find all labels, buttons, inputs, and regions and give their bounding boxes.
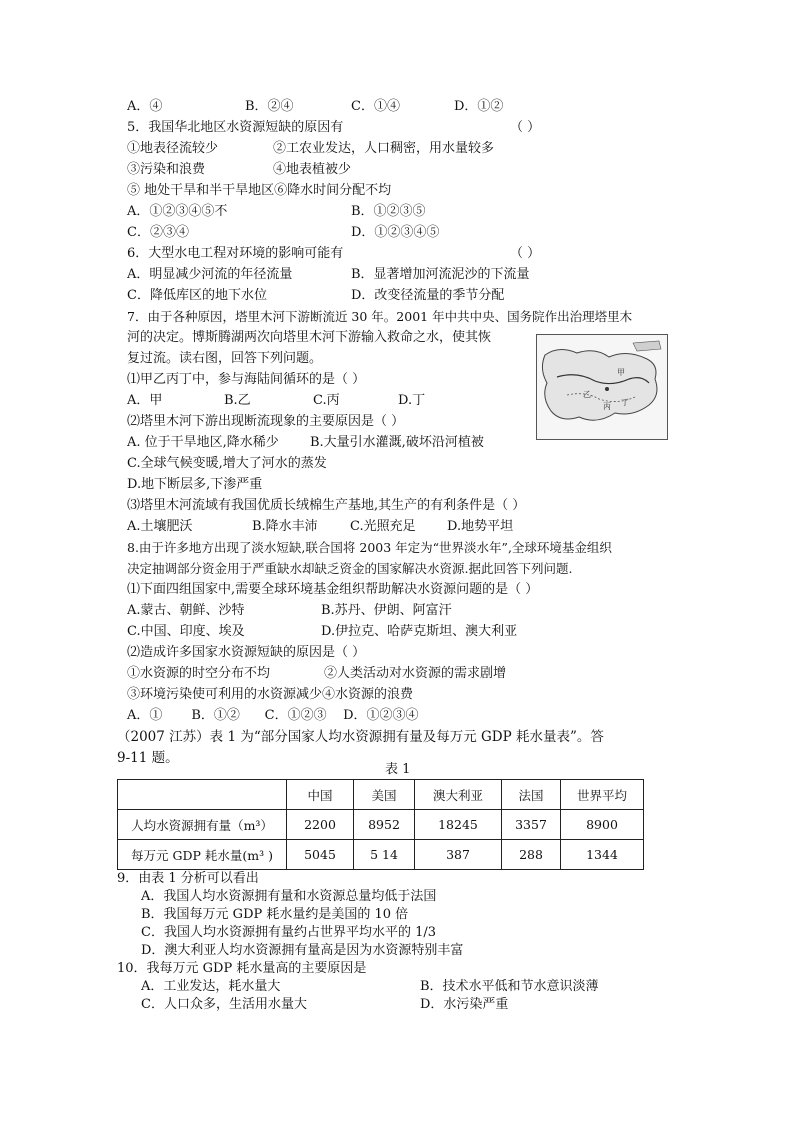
q6-option-d: D．改变径流量的季节分配 xyxy=(351,288,505,303)
q6-option-b: B．显著增加河流泥沙的下流量 xyxy=(351,267,530,282)
q7-sub-2-stem: ⑵塔里木河下游出现断流现象的主要原因是（ ） xyxy=(127,414,405,429)
q9-option-b: B．我国每万元 GDP 耗水量约是美国的 10 倍 xyxy=(141,907,409,922)
q5-option-d: D．①②③④⑤ xyxy=(351,225,440,240)
table-cell: 2200 xyxy=(287,810,354,840)
tarim-river-map-figure xyxy=(536,334,668,440)
q5-stem: 5．我国华北地区水资源短缺的原因有 xyxy=(127,120,344,135)
svg-text:丙: 丙 xyxy=(603,402,611,411)
q5-item-4: ④地表植被少 xyxy=(273,162,352,177)
table-cell: 387 xyxy=(415,840,502,870)
q5-answer-paren: （ ） xyxy=(510,120,541,135)
q8-sub-2-options: A．① B．①② C．①②③ D．①②③④ xyxy=(127,708,419,723)
svg-text:丁: 丁 xyxy=(621,398,629,407)
q5-item-2: ②工农业发达，人口稠密，用水量较多 xyxy=(273,141,495,156)
q10-option-a: A．工业发达，耗水量大 xyxy=(141,979,281,994)
q10-stem: 10．我每万元 GDP 耗水量高的主要原因是 xyxy=(117,961,367,976)
q5-option-a: A．①②③④⑤不 xyxy=(127,204,228,219)
q7-sub-2-option-c: C.全球气候变暖,增大了河水的蒸发 xyxy=(127,456,327,471)
q8-sub-1-option-c: C.中国、印度、埃及 xyxy=(127,624,245,639)
q8-sub-2-item-3-4: ③环境污染使可利用的水资源减少④水资源的浪费 xyxy=(127,687,414,702)
q10-option-c: C．人口众多，生活用水量大 xyxy=(141,997,307,1012)
table-cell: 5045 xyxy=(287,840,354,870)
table-header-cell xyxy=(118,780,287,810)
table-row xyxy=(118,810,644,840)
q6-option-c: C．降低库区的地下水位 xyxy=(127,288,267,303)
water-resources-table xyxy=(117,779,644,870)
q5-option-c: C．②③④ xyxy=(127,225,189,240)
q7-sub-3-stem: ⑶塔里木河流域有我国优质长绒棉生产基地,其生产的有利条件是（ ） xyxy=(127,498,526,513)
table-row xyxy=(118,840,644,870)
table-cell: 5 14 xyxy=(354,840,415,870)
table-header-cell: 法国 xyxy=(502,780,561,810)
q8-sub-2-item-2: ②人类活动对水资源的需求剧增 xyxy=(324,666,507,681)
table-header-cell: 世界平均 xyxy=(561,780,644,810)
q7-sub-1-option-c: C.丙 xyxy=(313,393,340,408)
q6-answer-paren: （ ） xyxy=(510,246,541,261)
table-header-cell: 中国 xyxy=(287,780,354,810)
q9-option-c: C．我国人均水资源拥有量约占世界平均水平的 1/3 xyxy=(141,925,437,940)
q8-sub-2-stem: ⑵造成许多国家水资源短缺的原因是（ ） xyxy=(127,645,366,660)
q5-item-1: ①地表径流较少 xyxy=(127,141,219,156)
q7-sub-2-option-b: B.大量引水灌溉,破坏沿河植被 xyxy=(310,435,484,450)
q7-sub-3-option-b: B.降水丰沛 xyxy=(252,519,318,534)
tarim-river-map-image xyxy=(537,335,667,439)
q7-sub-1-option-a: A．甲 xyxy=(127,393,163,408)
table-cell: 1344 xyxy=(561,840,644,870)
table-intro-line-1: （2007 江苏）表 1 为“部分国家人均水资源拥有量及每万元 GDP 耗水量表”。答 xyxy=(117,729,604,745)
q7-intro-line-2: 河的决定。博斯腾湖两次向塔里木河下游输入救命之水，使其恢 xyxy=(127,330,492,345)
q8-sub-1-stem: ⑴下面四组国家中,需要全球环境基金组织帮助解决水资源问题的是（ ） xyxy=(127,582,539,597)
q7-sub-3-option-a: A.土壤肥沃 xyxy=(127,519,193,534)
table-cell: 每万元 GDP 耗水量(m³ ) xyxy=(118,840,287,870)
q9-option-d: D．澳大利亚人均水资源拥有量高是因为水资源特别丰富 xyxy=(141,943,464,958)
q7-sub-3-option-c: C.光照充足 xyxy=(350,519,416,534)
q7-intro-line-3: 复过流。读右图，回答下列问题。 xyxy=(127,351,323,366)
q8-sub-2-item-1: ①水资源的时空分布不均 xyxy=(127,666,271,681)
q7-sub-1-option-b: B.乙 xyxy=(224,393,251,408)
q8-intro-line-1: 8.由于许多地方出现了淡水短缺,联合国将 2003 年定为“世界淡水年”,全球环境基金组织 xyxy=(127,540,612,555)
table-intro-line-2: 9-11 题。 xyxy=(117,750,179,766)
q10-option-d: D．水污染严重 xyxy=(420,997,509,1012)
q7-sub-3-option-d: D.地势平坦 xyxy=(447,519,514,534)
q7-intro-line-1: 7．由于各种原因，塔里木河下游断流近 30 年。2001 年中共中央、国务院作出治理塔里木 xyxy=(127,309,633,324)
table-cell: 人均水资源拥有量（m³） xyxy=(118,810,287,840)
q7-sub-1-option-d: D.丁 xyxy=(398,393,426,408)
q5-option-b: B．①②③⑤ xyxy=(351,204,426,219)
table-cell: 8900 xyxy=(561,810,644,840)
q4-option-a: A．④ xyxy=(127,99,163,114)
q8-sub-1-option-a: A.蒙古、朝鲜、沙特 xyxy=(127,603,245,618)
q7-sub-1-stem: ⑴甲乙丙丁中，参与海陆间循环的是（ ） xyxy=(127,372,366,387)
q8-sub-1-option-d: D.伊拉克、哈萨克斯坦、澳大利亚 xyxy=(321,624,518,639)
q9-option-a: A．我国人均水资源拥有量和水资源总量均低于法国 xyxy=(141,889,437,904)
svg-text:甲: 甲 xyxy=(617,368,625,377)
q8-sub-1-option-b: B.苏丹、伊朗、阿富汗 xyxy=(321,603,452,618)
q6-stem: 6．大型水电工程对环境的影响可能有 xyxy=(127,246,344,261)
q4-option-c: C．①④ xyxy=(351,99,400,114)
q4-option-d: D．①② xyxy=(454,99,504,114)
table-caption: 表 1 xyxy=(385,762,411,777)
table-cell: 18245 xyxy=(415,810,502,840)
q10-option-b: B．技术水平低和节水意识淡薄 xyxy=(420,979,599,994)
table-header-row xyxy=(118,780,644,810)
q4-option-b: B．②④ xyxy=(245,99,294,114)
q7-sub-2-option-a: A. 位于干旱地区,降水稀少 xyxy=(127,435,279,450)
q7-sub-2-option-d: D.地下断层多,下渗严重 xyxy=(127,477,263,492)
table-header-cell: 美国 xyxy=(354,780,415,810)
table-cell: 3357 xyxy=(502,810,561,840)
q9-stem: 9．由表 1 分析可以看出 xyxy=(117,871,259,886)
q5-item-3: ③污染和浪费 xyxy=(127,162,206,177)
q5-item-5-6: ⑤ 地处干旱和半干旱地区⑥降水时间分配不均 xyxy=(127,183,392,198)
q8-intro-line-2: 决定抽调部分资金用于严重缺水却缺乏资金的国家解决水资源.据此回答下列问题. xyxy=(127,561,573,576)
table-cell: 288 xyxy=(502,840,561,870)
svg-text:乙: 乙 xyxy=(583,390,591,399)
q6-option-a: A．明显减少河流的年径流量 xyxy=(127,267,293,282)
table-cell: 8952 xyxy=(354,810,415,840)
table-header-cell: 澳大利亚 xyxy=(415,780,502,810)
